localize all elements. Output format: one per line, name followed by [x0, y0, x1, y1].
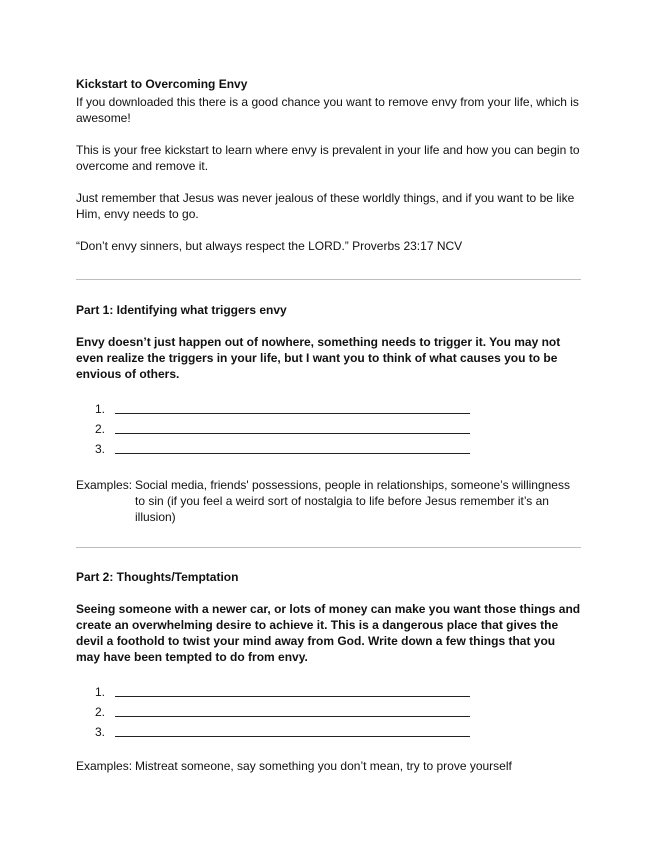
answer-blank-line[interactable]: [115, 441, 470, 454]
answer-blank-line[interactable]: [115, 401, 470, 414]
bible-quote: “Don’t envy sinners, but always respect the LORD.” Proverbs 23:17 NCV: [76, 239, 463, 253]
answer-blank-line[interactable]: [115, 724, 470, 737]
part2-prompt: Seeing someone with a newer car, or lots of money can make you want those things and create an overwhelming desire to achieve it. This is a dangerous place that gives the devil a foothold to twist your mind away from God. Write down a few things that you may have been tempted to do from envy.: [76, 602, 581, 664]
examples-text: Mistreat someone, say something you don’t mean, try to prove yourself: [135, 759, 512, 773]
item-number: 1.: [95, 402, 106, 416]
part1-title: Part 1: Identifying what triggers envy: [76, 303, 287, 317]
item-number: 2.: [95, 422, 106, 436]
document-title: Kickstart to Overcoming Envy: [76, 77, 248, 91]
part2-answer-list: [76, 681, 581, 739]
part2-title: Part 2: Thoughts/Temptation: [76, 570, 239, 584]
section-divider: [76, 279, 581, 280]
intro-paragraph-1: If you downloaded this there is a good chance you want to remove envy from your life, which is awesome!: [76, 95, 579, 125]
part2-answer-item: [95, 699, 581, 719]
part1-answer-item: [95, 416, 581, 436]
intro-paragraph-3: Just remember that Jesus was never jealous of these worldly things, and if you want to be like Him, envy needs to go.: [76, 191, 575, 221]
examples-label: Examples:: [76, 759, 133, 773]
item-number: 2.: [95, 705, 106, 719]
section-divider: [76, 547, 581, 548]
answer-blank-line[interactable]: [115, 421, 470, 434]
item-number: 1.: [95, 685, 106, 699]
part2-answer-item: [95, 719, 581, 739]
part2-answer-item: [95, 681, 581, 699]
answer-blank-line[interactable]: [115, 704, 470, 717]
examples-label: Examples:: [76, 478, 133, 492]
examples-text: Social media, friends' possessions, people in relationships, someone’s willingness to sin (if you feel a weird sort of nostalgia to life before Jesus remember it’s an illusion): [135, 478, 570, 524]
part1-answer-item: [95, 436, 581, 456]
part1-answer-list: [76, 398, 581, 456]
part1-prompt: Envy doesn’t just happen out of nowhere, something needs to trigger it. You may not even realize the triggers in your life, but I want you to think of what causes you to be envious of others.: [76, 335, 561, 381]
answer-blank-line[interactable]: [115, 684, 470, 697]
part1-answer-item: [95, 398, 581, 416]
intro-paragraph-2: This is your free kickstart to learn where envy is prevalent in your life and how you can begin to overcome and remove it.: [76, 143, 580, 173]
part1-examples: [76, 477, 581, 525]
item-number: 3.: [95, 725, 106, 739]
part2-examples: [76, 758, 581, 774]
item-number: 3.: [95, 442, 106, 456]
document-page: [76, 76, 581, 774]
